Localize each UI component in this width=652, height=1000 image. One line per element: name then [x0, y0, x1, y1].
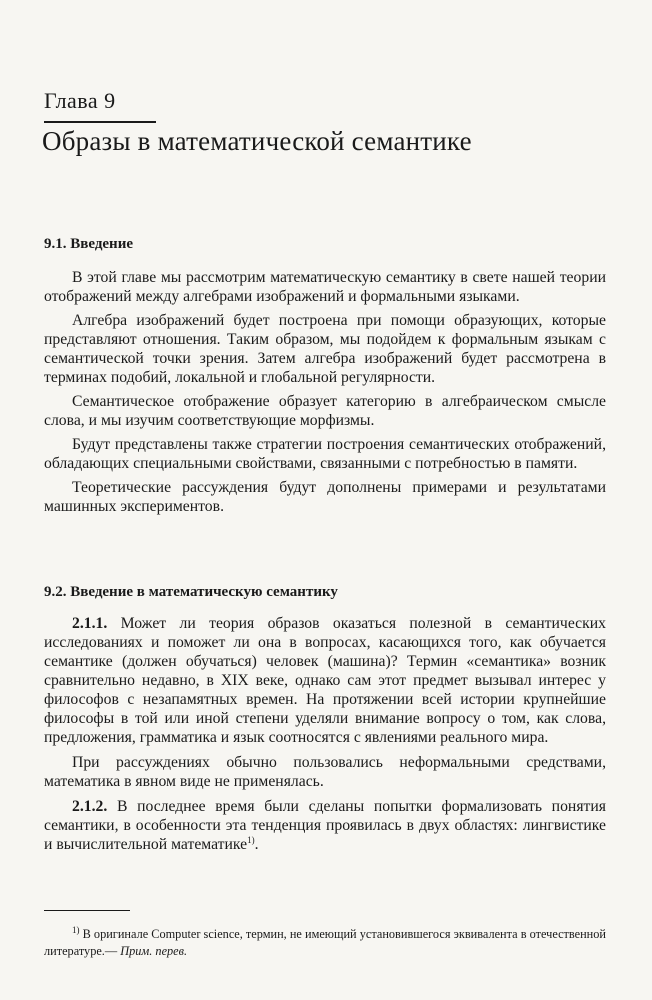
- paragraph: В этой главе мы рассмотрим математическую семантику в свете нашей теории отображений между алгебрами изображений и формальными языками.: [44, 269, 606, 305]
- section-9-1-body: [44, 268, 606, 521]
- section-heading-9-2: 9.2. Введение в математическую семантику: [44, 584, 338, 600]
- paragraph-text: В последнее время были сделаны попытки формализовать понятия семантики, в особенности эта тенденция проявилась в двух областях: лингвистике и вычислительной математике: [44, 798, 606, 853]
- paragraph: [44, 614, 606, 747]
- paragraph: Будут представлены также стратегии построения семантических отображений, обладающих специальными свойствами, связанными с потребностью в памяти.: [44, 436, 606, 472]
- paragraph: Теоретические рассуждения будут дополнены примерами и результатами машинных экспериментов.: [44, 479, 606, 515]
- paragraph-end: .: [254, 836, 259, 853]
- paragraph: При рассуждениях обычно пользовались неформальными средствами, математика в явном виде не применялась.: [44, 754, 606, 790]
- chapter-title: Образы в математической семантике: [42, 126, 472, 156]
- footnote-reference: 1): [247, 834, 255, 845]
- paragraph: [44, 797, 606, 854]
- section-heading-9-1: 9.1. Введение: [44, 236, 134, 252]
- chapter-label: Глава 9: [44, 88, 116, 113]
- footnote: [44, 926, 606, 960]
- section-9-2-body: [44, 614, 606, 860]
- paragraph-number: 2.1.2.: [72, 798, 108, 815]
- paragraph-number: 2.1.1.: [72, 615, 108, 632]
- paragraph-text: Может ли теория образов оказаться полезной в семантических исследованиях и поможет ли она в вопросах, касающихся того, как обучается семантике (должен обучаться) человек (машина)? Термин «семантика» возник сравнительно недавно, в XIX веке, однако сам этот предмет вызывал интерес у философов с незапамятных времен. На протяжении всей истории крупнейшие философы в той или иной степени уделяли внимание вопросу о том, как слова, предложения, грамматика и язык соотносятся с явлениями реального мира.: [44, 615, 607, 746]
- footnote-note: Прим. перев.: [120, 944, 188, 958]
- footnote-text: В оригинале Computer science, термин, не имеющий установившегося эквивалента в отечественной литературе.—: [44, 927, 606, 958]
- paragraph: Семантическое отображение образует категорию в алгебраическом смысле слова, и мы изучим соответствующие морфизмы.: [44, 393, 606, 429]
- footnote-rule: [44, 910, 130, 911]
- paragraph: Алгебра изображений будет построена при помощи образующих, которые представляют отношения. Таким образом, мы подойдем к формальным языкам с семантической точки зрения. Затем алгебра изображений будет рассмотрена в терминах подобий, локальной и глобальной регулярности.: [44, 312, 606, 386]
- title-rule: [44, 121, 156, 123]
- footnote-mark: 1): [72, 924, 80, 935]
